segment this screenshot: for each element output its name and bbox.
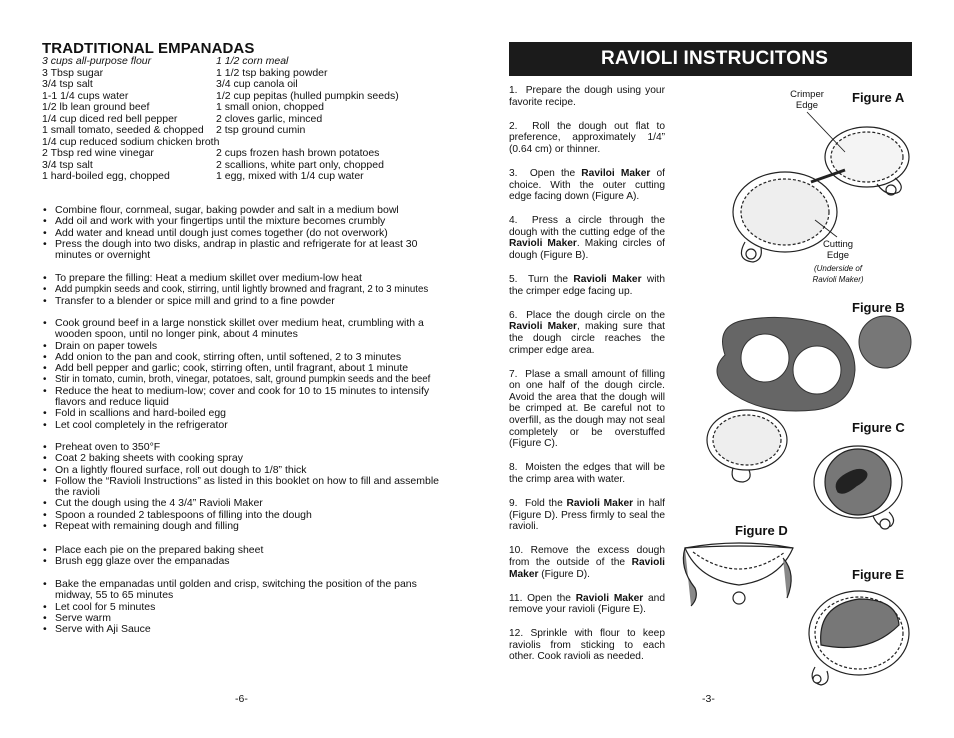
right-page [509, 0, 912, 738]
crimper-edge-callout: Crimper Edge [790, 89, 824, 111]
step-item: • Bake the empanadas until golden and crisp, switching the position of the pans midway, 55 to 65 minutes [42, 579, 452, 602]
instruction-step: 7. Plase a small amount of filling on one half of the dough circle. Avoid the area that the dough will be crimped at. Be careful not to overfill, as the dough may not seal completely or be overstuffed (Figure C). [509, 368, 665, 450]
step-item: • Drain on paper towels [42, 341, 452, 352]
ingredient: 3/4 tsp salt [42, 158, 93, 171]
instruction-step: 12. Sprinkle with flour to keep raviolis from sticking to each other. Cook ravioli as needed. [509, 628, 665, 663]
step-item: • Add onion to the pan and cook, stirring often, until softened, 2 to 3 minutes [42, 352, 452, 363]
ravioli-steps [509, 85, 665, 676]
figure-c-illustration [703, 400, 913, 540]
step-item: • Repeat with remaining dough and filling [42, 521, 452, 532]
steps-dough [42, 205, 452, 261]
ingredient: 2 scallions, white part only, chopped [216, 158, 384, 171]
step-item: • Preheat oven to 350°F [42, 442, 452, 453]
ingredient-row [42, 79, 452, 91]
step-item: • Cut the dough using the 4 3/4” Ravioli Maker [42, 498, 452, 509]
step-item: • Transfer to a blender or spice mill and grind to a fine powder [42, 296, 452, 307]
step-item: • Serve with Aji Sauce [42, 624, 452, 635]
instruction-step: 9. Fold the Ravioli Maker in half (Figure D). Press firmly to seal the ravioli. [509, 498, 665, 533]
instruction-step: 6. Place the dough circle on the Ravioli Maker, making sure that the dough circle reaches the crimper edge area. [509, 309, 665, 356]
step-item: • Add oil and work with your fingertips until the mixture becomes crumbly [42, 216, 452, 227]
ingredient-row [42, 171, 452, 183]
ingredient: 2 tsp ground cumin [216, 124, 306, 136]
ingredient: 3/4 cup canola oil [216, 78, 298, 90]
steps-assemble [42, 442, 452, 532]
step-item: • Add bell pepper and garlic; cook, stirring often, until fragrant, about 1 minute [42, 363, 452, 374]
step-item: • Fold in scallions and hard-boiled egg [42, 408, 452, 419]
figure-e-label: Figure E [852, 567, 905, 582]
ingredient-row [42, 148, 452, 160]
instruction-step: 10. Remove the excess dough from the outside of the Ravioli Maker (Figure D). [509, 545, 665, 580]
ingredient: 3/4 tsp salt [42, 78, 93, 90]
figure-c-label: Figure C [852, 420, 905, 435]
ingredient: 2 cloves garlic, minced [216, 112, 323, 125]
ingredient: 1 hard-boiled egg, chopped [42, 170, 170, 182]
figure-d-label: Figure D [735, 523, 788, 538]
step-item: • Reduce the heat to medium-low; cover and cook for 10 to 15 minutes to intensify flavors and reduce liquid [42, 386, 452, 409]
ingredient: 1 small tomato, seeded & chopped [42, 124, 204, 136]
ingredient: 1/4 cup reduced sodium chicken broth [42, 135, 220, 148]
page-number: -3- [702, 693, 715, 705]
figure-a-illustration [727, 112, 915, 272]
ingredient: 1-1 1/4 cups water [42, 89, 129, 102]
ingredient: 1 egg, mixed with 1/4 cup water [216, 170, 364, 182]
step-item: • Brush egg glaze over the empanadas [42, 556, 452, 567]
instruction-step: 4. Press a circle through the dough with the cutting edge of the Ravioli Maker. Making circles of dough (Figure B). [509, 215, 666, 262]
ingredient-row [42, 56, 452, 68]
step-item: • Cook ground beef in a large nonstick skillet over medium heat, crumbling with a wooden spoon, until no longer pink, about 4 minutes [42, 318, 452, 341]
ingredients-list [42, 56, 452, 183]
ingredient: 1/2 cup pepitas (hulled pumpkin seeds) [216, 89, 399, 102]
step-item: • Serve warm [42, 613, 452, 624]
figure-d-illustration [679, 540, 799, 610]
step-item: • Combine flour, cornmeal, sugar, baking powder and salt in a medium bowl [42, 205, 452, 216]
step-item: • Follow the “Ravioli Instructions” as listed in this booklet on how to fill and assemble the ravioli [42, 476, 452, 499]
instruction-step: 11. Open the Ravioli Maker and remove your ravioli (Figure E). [509, 592, 666, 616]
steps-filling [42, 318, 452, 431]
recipe-title: TRADTITIONAL EMPANADAS [42, 40, 255, 57]
underside-callout: (Underside of Ravioli Maker) [812, 264, 864, 284]
ingredient: 1/2 lb lean ground beef [42, 101, 150, 113]
step-item: • On a lightly floured surface, roll out dough to 1/8” thick [42, 465, 452, 476]
figure-e-illustration [799, 585, 913, 695]
steps-glaze [42, 545, 452, 568]
instruction-step: 1. Prepare the dough using your favorite recipe. [509, 85, 665, 108]
instructions-title: RAVIOLI INSTRUCITONS [601, 48, 829, 69]
step-item: • Stir in tomato, cumin, broth, vinegar, potatoes, salt, ground pumpkin seeds and the beef [42, 374, 452, 385]
step-item: • To prepare the filling: Heat a medium skillet over medium-low heat [42, 273, 452, 284]
page-number: -6- [235, 693, 248, 705]
figure-a-label: Figure A [852, 90, 905, 105]
steps-pumpkin-seeds [42, 273, 452, 307]
cutting-edge-callout: Cutting Edge [822, 239, 854, 261]
instruction-step: 3. Open the Raviloi Maker of choice. With the outer cutting edge facing down (Figure A). [509, 167, 666, 203]
step-item: • Press the dough into two disks, andrap in plastic and refrigerate for at least 30 minutes or overnight [42, 239, 452, 262]
ingredient: 3 cups all-purpose flour [42, 55, 152, 67]
step-item: • Coat 2 baking sheets with cooking spray [42, 453, 452, 464]
figure-b-label: Figure B [852, 300, 905, 315]
step-item: • Add pumpkin seeds and cook, stirring, until lightly browned and fragrant, 2 to 3 minutes [42, 284, 452, 295]
left-page [42, 0, 452, 738]
instruction-step: 2. Roll the dough out flat to preference, approximately 1/4” (0.64 cm) or thinner. [509, 120, 665, 155]
ingredient: 1 1/2 tsp baking powder [216, 66, 328, 79]
step-item: • Add water and knead until dough just comes together (do not overwork) [42, 228, 452, 239]
ingredient: 1/4 cup diced red bell pepper [42, 112, 178, 125]
ingredient: 1 small onion, chopped [216, 101, 324, 113]
step-item: • Spoon a rounded 2 tablespoons of filling into the dough [42, 510, 452, 521]
steps-bake [42, 579, 452, 635]
ingredient-row [42, 125, 452, 137]
ingredient-row [42, 102, 452, 114]
ingredient: 2 Tbsp red wine vinegar [42, 147, 154, 159]
ingredient: 2 cups frozen hash brown potatoes [216, 147, 380, 159]
step-item: • Place each pie on the prepared baking sheet [42, 545, 452, 556]
ingredient: 1 1/2 corn meal [216, 55, 289, 67]
instruction-step: 5. Turn the Ravioli Maker with the crimper edge facing up. [509, 274, 665, 297]
instruction-step: 8. Moisten the edges that will be the crimp area with water. [509, 462, 665, 485]
instructions-banner [509, 42, 912, 76]
ingredient: 3 Tbsp sugar [42, 66, 104, 79]
step-item: • Let cool completely in the refrigerator [42, 420, 452, 431]
step-item: • Let cool for 5 minutes [42, 602, 452, 613]
